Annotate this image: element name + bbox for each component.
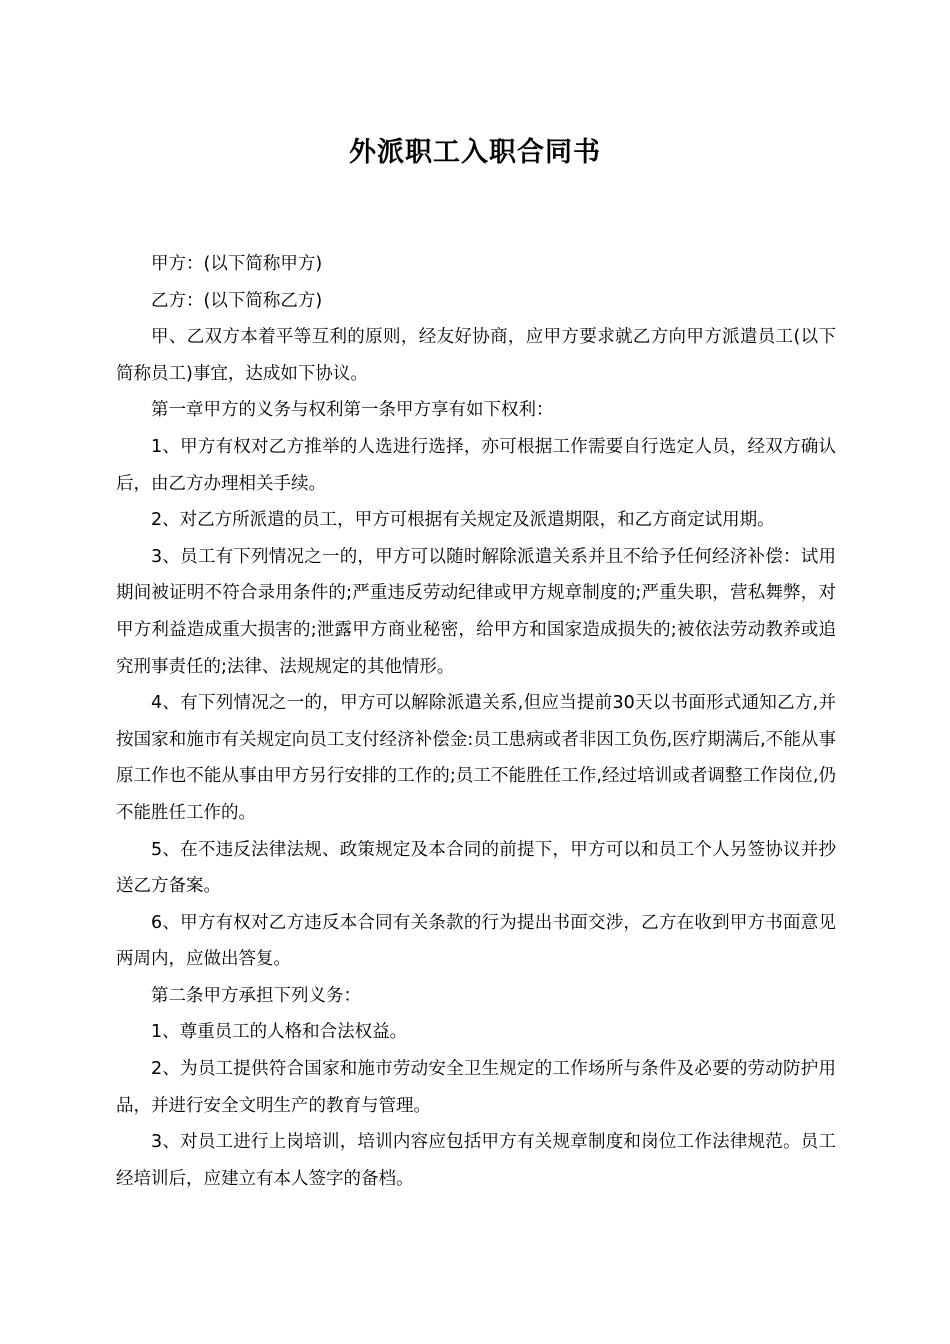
- paragraph-article-2-heading: 第二条甲方承担下列义务：: [151, 985, 361, 1006]
- paragraph-duty-1: 1、尊重员工的人格和合法权益。: [151, 1022, 408, 1043]
- paragraph-preamble: 甲、乙双方本着平等互利的原则，经友好协商，应甲方要求就乙方向甲方派遣员工(以下简称员工)事宜，达成如下协议。: [116, 327, 836, 384]
- paragraph-duty-3: 3、对员工进行上岗培训，培训内容应包括甲方有关规章制度和岗位工作法律规范。员工经培训后，应建立有本人签字的备档。: [116, 1132, 836, 1189]
- paragraph-party-b: 乙方：(以下简称乙方): [151, 290, 323, 311]
- document-body: [116, 246, 836, 1197]
- document-title: 外派职工入职合同书: [349, 137, 601, 168]
- paragraph-right-1: 1、甲方有权对乙方推举的人选进行选择，亦可根据工作需要自行选定人员，经双方确认后，由乙方办理相关手续。: [116, 436, 836, 494]
- paragraph-party-a: 甲方：(以下简称甲方): [151, 254, 323, 274]
- paragraph-right-2: 2、对乙方所派遣的员工，甲方可根据有关规定及派遣期限，和乙方商定试用期。: [151, 510, 775, 531]
- paragraph-right-5: 5、在不违反法律法规、政策规定及本合同的前提下，甲方可以和员工个人另签协议并抄送乙方备案。: [116, 839, 836, 897]
- paragraph-duty-2: 2、为员工提供符合国家和施市劳动安全卫生规定的工作场所与条件及必要的劳动防护用品，并进行安全文明生产的教育与管理。: [116, 1059, 836, 1116]
- paragraph-right-3: 3、员工有下列情况之一的，甲方可以随时解除派遣关系并且不给予任何经济补偿：试用期间被证明不符合录用条件的;严重违反劳动纪律或甲方规章制度的;严重失职，营私舞弊，对甲方利益造成重大损害的;泄露甲方商业秘密，给甲方和国家造成损失的;被依法劳动教养或追究刑事责任的;法律、法规规定的其他情形。: [116, 546, 836, 677]
- paragraph-chapter-1-heading: 第一章甲方的义务与权利第一条甲方享有如下权利：: [151, 400, 554, 421]
- paragraph-right-6: 6、甲方有权对乙方违反本合同有关条款的行为提出书面交涉，乙方在收到甲方书面意见两周内，应做出答复。: [116, 912, 836, 970]
- paragraph-right-4: 4、有下列情况之一的，甲方可以解除派遣关系,但应当提前30天以书面形式通知乙方,并按国家和施市有关规定向员工支付经济补偿金:员工患病或者非因工负伤,医疗期满后,不能从事原工作也不能从事由甲方另行安排的工作的;员工不能胜任工作,经过培训或者调整工作岗位,仍不能胜任工作的。: [116, 693, 836, 823]
